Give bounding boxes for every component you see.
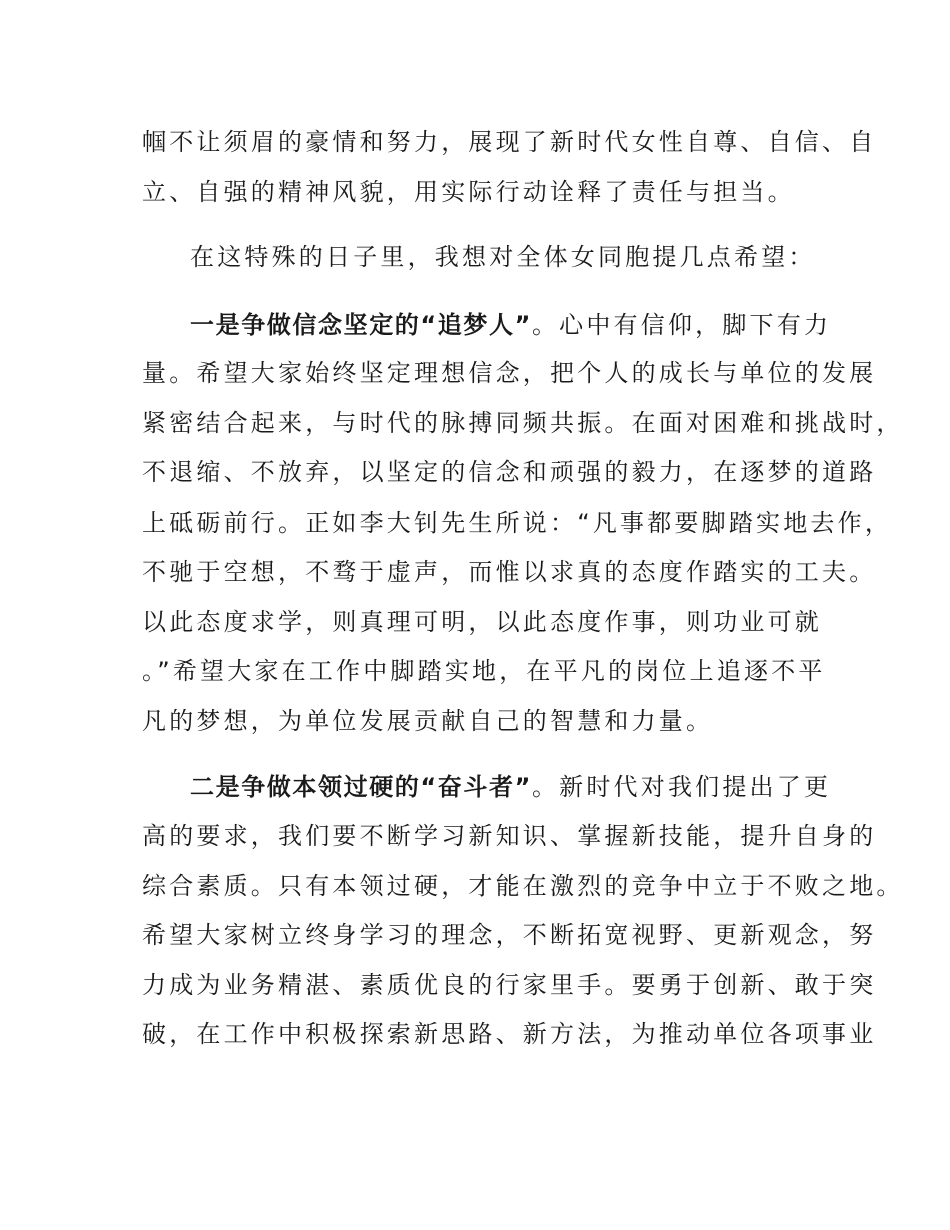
paragraph-line: 在这特殊的日子里，我想对全体女同胞提几点希望：	[190, 243, 816, 271]
paragraph-line: 立、自强的精神风貌，用实际行动诠释了责任与担当。	[142, 178, 795, 206]
paragraph-line: 凡的梦想，为单位发展贡献自己的智慧和力量。	[142, 707, 714, 735]
paragraph-first-line	[190, 770, 950, 804]
paragraph-first-line-rest: 。新时代对我们提出了更	[531, 773, 832, 801]
paragraph-line: 以此态度求学，则真理可明，以此态度作事，则功业可就	[142, 608, 822, 636]
paragraph-line: 。”希望大家在工作中脚踏实地，在平凡的岗位上追逐不平	[142, 657, 826, 685]
paragraph-line: 高的要求，我们要不断学习新知识、掌握新技能，提升自身的	[142, 822, 877, 850]
paragraph-line: 力成为业务精湛、素质优良的行家里手。要勇于创新、敢于突	[142, 971, 877, 999]
paragraph-line: 上砥砺前行。正如李大钊先生所说：“凡事都要脚踏实地去作，	[142, 509, 893, 537]
paragraph-line: 帼不让须眉的豪情和努力，展现了新时代女性自尊、自信、自	[142, 128, 877, 156]
paragraph-first-line	[190, 308, 950, 342]
paragraph-line: 不退缩、不放弃，以坚定的信念和顽强的毅力，在逐梦的道路	[142, 458, 877, 486]
paragraph-line: 综合素质。只有本领过硬，才能在激烈的竞争中立于不败之地。	[142, 872, 904, 900]
paragraph-line: 量。希望大家始终坚定理想信念，把个人的成长与单位的发展	[142, 359, 877, 387]
paragraph-lead-heading: 一是争做信念坚定的“追梦人”	[190, 311, 532, 339]
paragraph-lead-heading: 二是争做本领过硬的“奋斗者”	[190, 773, 532, 801]
paragraph-first-line-rest: 。心中有信仰，脚下有力	[531, 311, 832, 339]
paragraph-line: 不驰于空想，不骛于虚声，而惟以求真的态度作踏实的工夫。	[142, 558, 877, 586]
paragraph-line: 紧密结合起来，与时代的脉搏同频共振。在面对困难和挑战时，	[142, 409, 904, 437]
paragraph-line: 破，在工作中积极探索新思路、新方法，为推动单位各项事业	[142, 1020, 877, 1048]
paragraph-line: 希望大家树立终身学习的理念，不断拓宽视野、更新观念，努	[142, 921, 877, 949]
